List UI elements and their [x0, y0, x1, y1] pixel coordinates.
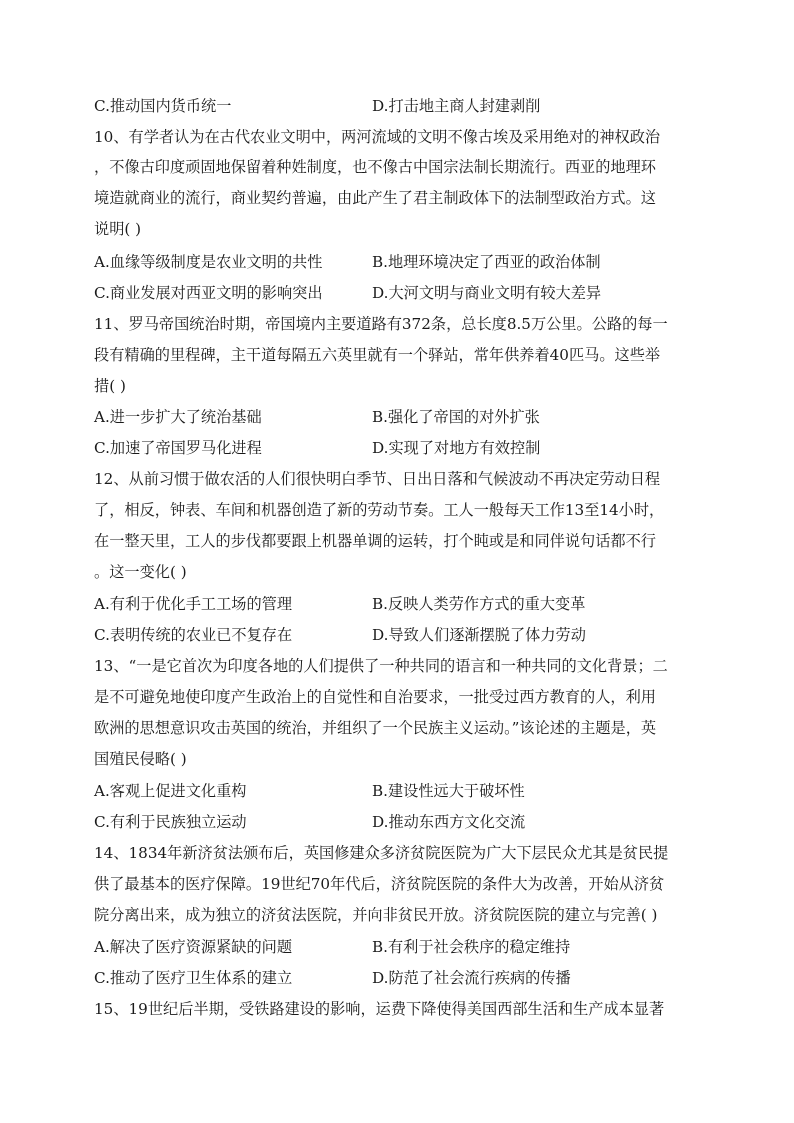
q11-option-c: C.加速了帝国罗马化进程 [94, 439, 262, 457]
q11-stem-line: 段有精确的里程碑，主干道每隔五六英里就有一个驿站，常年供养着40匹马。这些举 [94, 346, 661, 364]
q13-stem-line: 13、“一是它首次为印度各地的人们提供了一种共同的语言和一种共同的文化背景；二 [94, 657, 668, 675]
q13-option-a: A.客观上促进文化重构 [94, 782, 247, 800]
q14-stem-line: 院分离出来，成为独立的济贫法医院，并向非贫民开放。济贫院医院的建立与完善( ) [94, 906, 658, 924]
q10-stem-line: 10、有学者认为在古代农业文明中，两河流域的文明不像古埃及采用绝对的神权政治 [94, 128, 661, 146]
q12-stem-line: 。这一变化( ) [94, 563, 187, 581]
q14-option-d: D.防范了社会流行疾病的传播 [372, 969, 571, 987]
q10-option-d: D.大河文明与商业文明有较大差异 [372, 284, 602, 302]
q11-option-b: B.强化了帝国的对外扩张 [372, 408, 540, 426]
q12-stem-line: 了，相反，钟表、车间和机器创造了新的劳动节奏。工人一般每天工作13至14小时， [94, 501, 665, 519]
q13-stem-line: 国殖民侵略( ) [94, 750, 187, 768]
q9-option-c: C.推动国内货币统一 [94, 97, 232, 115]
q12-option-c: C.表明传统的农业已不复存在 [94, 626, 293, 644]
q13-option-d: D.推动东西方文化交流 [372, 813, 526, 831]
q10-stem-line: 说明( ) [94, 220, 142, 238]
q9-option-d: D.打击地主商人封建剥削 [372, 97, 541, 115]
q15-stem-line: 15、19世纪后半期，受铁路建设的影响，运费下降使得美国西部生活和生产成本显著 [94, 1000, 665, 1018]
q10-stem-line: ，不像古印度顽固地保留着种姓制度，也不像古中国宗法制长期流行。西亚的地理环 [94, 158, 656, 176]
q13-option-b: B.建设性远大于破坏性 [372, 782, 525, 800]
q13-stem-line: 是不可避免地使印度产生政治上的自觉性和自治要求，一批受过西方教育的人，利用 [94, 688, 656, 706]
q10-option-c: C.商业发展对西亚文明的影响突出 [94, 284, 323, 302]
q11-option-d: D.实现了对地方有效控制 [372, 439, 541, 457]
q14-option-a: A.解决了医疗资源紧缺的问题 [94, 938, 293, 956]
q12-option-b: B.反映人类劳作方式的重大变革 [372, 595, 586, 613]
q14-stem-line: 14、1834年新济贫法颁布后，英国修建众多济贫院医院为广大下层民众尤其是贫民提 [94, 844, 669, 862]
q11-stem-line: 措( ) [94, 377, 126, 395]
q12-stem-line: 在一整天里，工人的步伐都要跟上机器单调的运转，打个盹或是和同伴说句话都不行 [94, 532, 656, 550]
q12-option-a: A.有利于优化手工工场的管理 [94, 595, 293, 613]
q10-stem-line: 境造就商业的流行，商业契约普遍，由此产生了君主制政体下的法制型政治方式。这 [94, 189, 656, 207]
q10-option-a: A.血缘等级制度是农业文明的共性 [94, 253, 323, 271]
q14-stem-line: 供了最基本的医疗保障。19世纪70年代后，济贫院医院的条件大为改善，开始从济贫 [94, 875, 665, 893]
q14-option-b: B.有利于社会秩序的稳定维持 [372, 938, 571, 956]
q13-option-c: C.有利于民族独立运动 [94, 813, 247, 831]
q10-option-b: B.地理环境决定了西亚的政治体制 [372, 253, 601, 271]
q13-stem-line: 欧洲的思想意识攻击英国的统治，并组织了一个民族主义运动。”该论述的主题是，英 [94, 719, 657, 737]
q14-option-c: C.推动了医疗卫生体系的建立 [94, 969, 293, 987]
q11-option-a: A.进一步扩大了统治基础 [94, 408, 262, 426]
q11-stem-line: 11、罗马帝国统治时期，帝国境内主要道路有372条，总长度8.5万公里。公路的每一 [94, 315, 668, 333]
q12-stem-line: 12、从前习惯于做农活的人们很快明白季节、日出日落和气候波动不再决定劳动日程 [94, 470, 661, 488]
q12-option-d: D.导致人们逐渐摆脱了体力劳动 [372, 626, 586, 644]
